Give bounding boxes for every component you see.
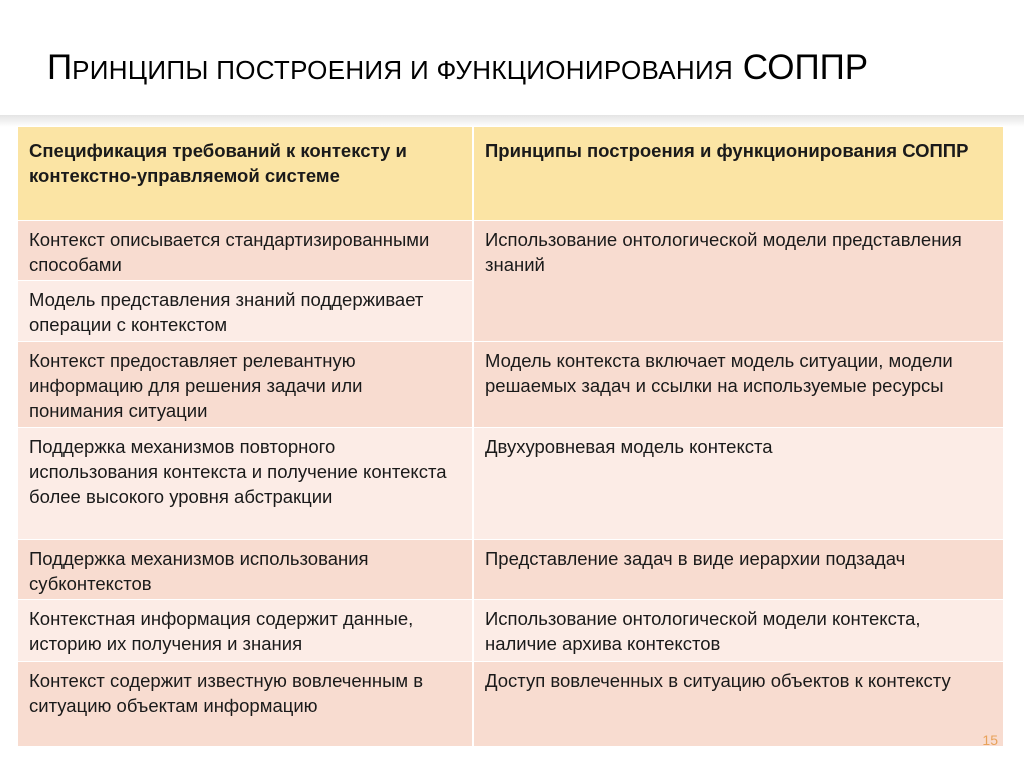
cell-requirement: Поддержка механизмов использования субконтекстов: [17, 540, 473, 600]
slide-title-acronym: СОППР: [742, 48, 869, 87]
cell-principle: Модель контекста включает модель ситуации, модели решаемых задач и ссылки на используемые ресурсы: [473, 342, 1004, 428]
cell-principle: Использование онтологической модели представления знаний: [473, 221, 1004, 342]
cell-principle: Использование онтологической модели контекста, наличие архива контекстов: [473, 600, 1004, 662]
header-principles: Принципы построения и функционирования СОППР: [473, 127, 1004, 221]
table-row: [17, 540, 1004, 600]
cell-requirement: Контекстная информация содержит данные, историю их получения и знания: [17, 600, 473, 662]
cell-requirement: Модель представления знаний поддерживает операции с контекстом: [17, 281, 473, 342]
header-requirements: Спецификация требований к контексту и контекстно-управляемой системе: [17, 127, 473, 221]
requirements-table: [16, 126, 1005, 747]
cell-principle: Представление задач в виде иерархии подзадач: [473, 540, 1004, 600]
page-number: 15: [982, 732, 998, 748]
slide-title: [47, 48, 868, 88]
table-row: [17, 600, 1004, 662]
cell-requirement: Контекст описывается стандартизированными способами: [17, 221, 473, 281]
cell-requirement: Контекст содержит известную вовлеченным в ситуацию объектам информацию: [17, 662, 473, 747]
slide-title-initial: П: [47, 48, 73, 87]
table-row: [17, 662, 1004, 747]
table-row: [17, 428, 1004, 540]
cell-principle: Доступ вовлеченных в ситуацию объектов к контексту: [473, 662, 1004, 747]
cell-requirement: Контекст предоставляет релевантную информацию для решения задачи или понимания ситуации: [17, 342, 473, 428]
table-row: [17, 342, 1004, 428]
cell-requirement: Поддержка механизмов повторного использования контекста и получение контекста более высокого уровня абстракции: [17, 428, 473, 540]
table-header-row: [17, 127, 1004, 221]
cell-principle: Двухуровневая модель контекста: [473, 428, 1004, 540]
table-row: [17, 221, 1004, 281]
slide-title-main: РИНЦИПЫ ПОСТРОЕНИЯ И ФУНКЦИОНИРОВАНИЯ: [72, 55, 734, 85]
